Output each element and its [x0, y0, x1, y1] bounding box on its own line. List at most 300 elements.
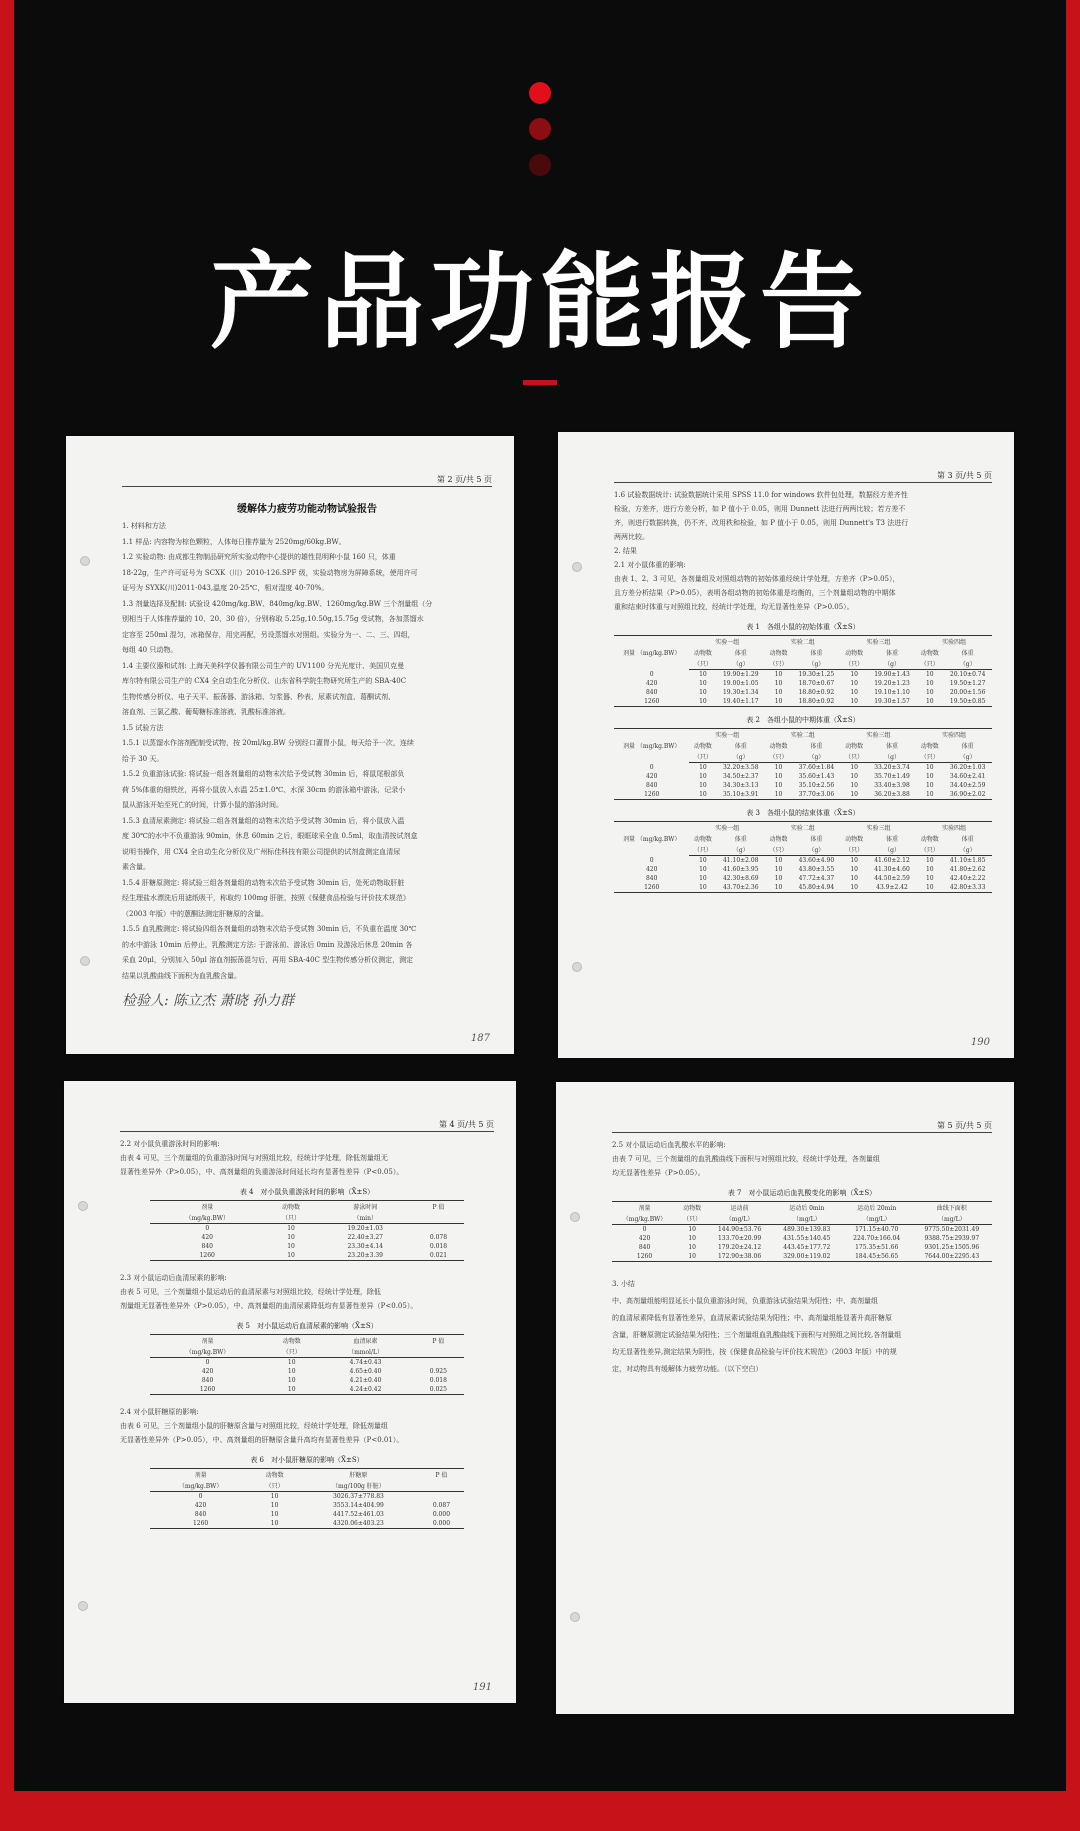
table-cell: 10 — [850, 773, 858, 780]
table-header-cell: （只） — [916, 658, 943, 670]
table-cell: 10 — [270, 1511, 279, 1518]
table-cell: 10 — [774, 857, 783, 864]
table-cell: 0.078 — [429, 1234, 448, 1241]
table-header-cell: 动物数 — [769, 743, 788, 750]
text-line: 1.1 样品: 内容物为棕色颗粒，人体每日推荐量为 2520mg/60kg.BW。 — [122, 537, 346, 546]
text-line: 的血清尿素降低有显著性差异，血清尿素试验结果为阳性；中、高剂量组能显著升高肝糖原 — [612, 1314, 892, 1322]
text-line: 2.4 对小鼠肝糖原的影响: — [120, 1408, 199, 1416]
table-cell: 840 — [201, 1243, 213, 1250]
table-cell: 33.20±3.74 — [874, 764, 910, 771]
table-cell: 9301.25±1505.96 — [924, 1244, 980, 1251]
table-cell: 37.70±3.06 — [792, 790, 841, 800]
table-cell: 41.10±2.08 — [722, 857, 759, 864]
report-text — [612, 1138, 992, 1180]
table-cell: 10 — [850, 857, 858, 864]
table-cell: 4.21±0.40 — [349, 1377, 382, 1384]
table-header-cell: 实验四组 — [916, 822, 992, 834]
table-cell: 10 — [699, 671, 707, 678]
table-header-cell: 剂量 — [150, 1469, 251, 1481]
table-row — [150, 1501, 464, 1510]
table-header-cell: （g） — [868, 844, 917, 856]
table-row — [612, 1252, 992, 1262]
lactate-table — [612, 1188, 992, 1262]
table-cell: 10 — [265, 1251, 318, 1261]
table-cell: 443.45±177.72 — [783, 1244, 831, 1251]
table-cell: 10 — [925, 689, 934, 696]
text-line: 度 30℃的水中不负重游泳 90min，休息 60min 之后，眼眶球采全血 0.5ml，取血清按试剂盒 — [122, 832, 418, 840]
section-table — [120, 1455, 494, 1529]
table-cell: 420 — [194, 1502, 207, 1509]
text-line: 鼠从游泳开始至死亡的时间，计算小鼠的游泳时间。 — [122, 801, 283, 809]
text-line: 2.5 对小鼠运动后血乳酸水平的影响: — [612, 1141, 726, 1149]
table-header-cell: 实验一组 — [689, 822, 765, 834]
table-header-cell: （只） — [916, 751, 943, 763]
table-cell: 1260 — [614, 697, 689, 707]
text-line: 中、高剂量组能明显延长小鼠负重游泳时间，负重游泳试验结果为阳性；中、高剂量组 — [612, 1297, 878, 1305]
table-header-cell: P 值 — [419, 1469, 464, 1481]
text-line: 1.6 试验数据统计: 试验数据统计采用 SPSS 11.0 for windows 软件包处理，数据经方差齐性 — [614, 491, 908, 499]
report-text — [614, 488, 992, 614]
table-header-cell: 动物数 — [845, 743, 864, 750]
table-row — [614, 763, 992, 773]
table-cell: 41.10±1.85 — [949, 857, 986, 864]
table-cell: 35.60±1.43 — [798, 773, 835, 780]
table-cell: 10 — [774, 875, 783, 882]
table-caption: 表 2 各组小鼠的中期体重（X̄±S） — [746, 716, 860, 724]
text-line: 1.3 剂量选择及配制: 试验设 420mg/kg.BW、840mg/kg.BW、1260mg/kg.BW 三个剂量组（分 — [122, 599, 433, 608]
table-cell: 329.00±119.02 — [772, 1252, 842, 1262]
table-cell: 0.018 — [429, 1243, 448, 1250]
text-line: 采血 20μl，分别加入 50μl 溶血剂振荡混匀后，再用 SBA-40C 型生物传感分析仪测定，测定 — [122, 956, 414, 964]
table-cell: 10 — [699, 680, 707, 687]
table-cell: 224.70±166.04 — [853, 1235, 901, 1242]
table-header-cell: （g） — [716, 658, 765, 670]
table-cell: 3553.14±404.99 — [333, 1502, 384, 1509]
table-header-cell: 实验一组 — [689, 636, 765, 648]
dot-1 — [529, 82, 551, 104]
table-cell: 36.20±3.88 — [868, 790, 917, 800]
table-header-cell: 运动后 0min — [772, 1202, 842, 1214]
table-cell: 10 — [699, 857, 707, 864]
frame-bottom — [0, 1791, 1080, 1831]
table-header-cell: 体重 — [734, 650, 747, 657]
table-header-cell — [413, 1212, 464, 1224]
table-header-cell: 动物数 — [693, 743, 712, 750]
text-line: 由表 7 可见，三个剂量组的血乳酸曲线下面积与对照组比较，经统计学处理，各剂量组 — [612, 1155, 880, 1163]
table-header-cell: P 值 — [413, 1201, 464, 1213]
table-cell: 1260 — [614, 883, 689, 893]
table-cell: 0 — [649, 856, 654, 864]
table-header-cell: （只） — [765, 844, 792, 856]
table-cell: 23.20±3.39 — [318, 1251, 413, 1261]
table-header-cell: 动物数 — [845, 836, 864, 843]
data-table — [612, 1201, 992, 1262]
text-line: 定容至 250ml 混匀，冰箱保存，用完再配，另设蒸馏水对照组。实验分为一、二、三、四组， — [122, 630, 415, 639]
text-line: 素含量。 — [122, 863, 150, 871]
table-row — [614, 688, 992, 697]
table-header-cell: （mmol/L） — [318, 1346, 412, 1358]
table-cell: 4.74±0.43 — [349, 1359, 382, 1366]
table-cell: 4.65±0.40 — [349, 1368, 382, 1375]
table-cell: 10 — [765, 697, 792, 707]
table-header-cell: （只） — [251, 1480, 298, 1492]
table-cell: 10 — [850, 680, 858, 687]
table-header-cell: （只） — [265, 1212, 318, 1224]
table-header-cell: （g） — [943, 658, 992, 670]
table-cell: 19.10±1.10 — [874, 689, 910, 696]
table-header-cell: 剂量 （mg/kg.BW） — [614, 636, 689, 670]
punch-hole — [78, 1601, 88, 1611]
header-rule — [612, 1132, 992, 1133]
table-row — [614, 874, 992, 883]
table-cell: 10 — [925, 680, 934, 687]
table-cell: 184.45±56.65 — [842, 1252, 912, 1262]
table-cell: 144.90±53.76 — [717, 1226, 762, 1233]
table-header-cell: 体重 — [885, 836, 898, 843]
table-row — [614, 856, 992, 866]
table-header-cell: 体重 — [734, 836, 747, 843]
table-header-cell: （g） — [792, 751, 841, 763]
text-line: 由表 4 可见，三个剂量组的负重游泳时间与对照组比较，经统计学处理，除低剂量组无 — [120, 1154, 388, 1162]
table-row — [150, 1367, 464, 1376]
table-cell: 10 — [774, 764, 783, 771]
table-header-cell: （mg/100g 肝脏） — [298, 1480, 419, 1492]
table-cell: 37.60±1.84 — [798, 764, 835, 771]
text-line: 1.4 主要仪器和试剂: 上海天美科学仪器有限公司生产的 UV1100 分光光度计、美国贝克曼 — [122, 661, 405, 670]
table-cell: 420 — [645, 680, 658, 687]
table-header-cell: 体重 — [961, 743, 974, 750]
table-cell: 10 — [925, 671, 934, 678]
table-header-cell: 体重 — [885, 650, 898, 657]
table-cell: 10 — [774, 866, 783, 873]
text-line: 1.5.3 血清尿素测定: 将试验二组各剂量组的动物末次给予受试物 30min 后，将小鼠放入温 — [122, 816, 405, 825]
table-cell: 36.90±2.02 — [943, 790, 992, 800]
table-cell: 10 — [850, 689, 858, 696]
table-header-cell: （mg/kg.BW） — [612, 1213, 677, 1225]
table-header-cell: 体重 — [810, 743, 823, 750]
table-cell: 10 — [287, 1225, 295, 1232]
text-line: 2. 结果 — [614, 547, 637, 555]
table-cell: 0.925 — [429, 1368, 447, 1375]
table-cell: 10 — [688, 1226, 696, 1233]
signature: 检验人: 陈立杰 萧晓 孙力群 — [122, 993, 295, 1009]
table-header-cell: 剂量 — [612, 1202, 677, 1214]
table-cell: 10 — [916, 697, 943, 707]
table-cell: 4320.06±403.23 — [298, 1519, 419, 1529]
table-cell: 10 — [925, 866, 934, 873]
table-cell: 1260 — [150, 1519, 251, 1529]
text-line: 的水中游泳 10min 后停止，乳酸测定方法: 于游泳前、游泳后 0min 及游泳后休息 20min 各 — [122, 940, 413, 949]
table-cell: 133.70±20.99 — [717, 1235, 762, 1242]
punch-hole — [572, 962, 582, 972]
page-number: 187 — [470, 1033, 490, 1044]
table-header-cell: （只） — [765, 658, 792, 670]
punch-hole — [572, 562, 582, 572]
table-caption: 表 6 对小鼠肝糖原的影响（X̄±S） — [250, 1456, 364, 1464]
table-header-cell: 体重 — [961, 650, 974, 657]
table-header-cell: （只） — [265, 1346, 318, 1358]
table-cell: 20.00±1.56 — [949, 689, 986, 696]
table-header-cell: 运动前 — [707, 1202, 772, 1214]
table-cell: 18.70±0.67 — [798, 680, 835, 687]
table-header-cell: P 值 — [413, 1335, 464, 1347]
table-header-cell: 剂量 （mg/kg.BW） — [614, 729, 689, 763]
text-line: 2.3 对小鼠运动后血清尿素的影响: — [120, 1274, 227, 1282]
table-cell: 489.30±139.83 — [783, 1226, 831, 1233]
table-cell: 1260 — [614, 790, 689, 800]
table-caption: 表 7 对小鼠运动后血乳酸变化的影响（X̄±S） — [727, 1189, 877, 1197]
table-cell: 22.40±3.27 — [347, 1234, 384, 1241]
text-line: 生物传感分析仪、电子天平、振荡器、游泳箱、匀浆器、秒表、尿素试剂盒、葛酮试剂、 — [122, 692, 395, 701]
table-cell: 0 — [642, 1226, 647, 1233]
title-underline — [523, 380, 557, 385]
page-number: 190 — [970, 1037, 990, 1048]
table-cell: 10 — [765, 790, 792, 800]
table-cell: 43.9±2.42 — [868, 883, 917, 893]
table-header-cell: 实验三组 — [841, 636, 917, 648]
table-cell: 34.40±2.59 — [949, 782, 986, 789]
text-line: 证号为 SYXK(川)2011-043,温度 20-25℃，相对湿度 40-70%。 — [122, 584, 329, 592]
table-cell: 35.10±2.56 — [798, 782, 835, 789]
punch-hole — [78, 1201, 88, 1211]
table-header-cell: 体重 — [885, 743, 898, 750]
table-header-cell: 动物数 — [693, 836, 712, 843]
table-cell: 35.10±3.91 — [716, 790, 765, 800]
table-cell: 19.40±1.17 — [716, 697, 765, 707]
table-header-cell: （mg/L） — [842, 1213, 912, 1225]
data-table — [150, 1468, 464, 1529]
table-caption: 表 4 对小鼠负重游泳时间的影响（X̄±S） — [239, 1188, 375, 1196]
table-cell: 1260 — [612, 1252, 677, 1262]
table-row — [150, 1233, 464, 1242]
table-header-cell: （g） — [943, 751, 992, 763]
table-header-cell: 曲线下面积 — [912, 1202, 992, 1214]
table-cell: 10 — [916, 883, 943, 893]
table-header-cell — [419, 1480, 464, 1492]
table-cell: 10 — [774, 782, 783, 789]
table-cell: 10 — [925, 773, 934, 780]
table-header-cell: 动物数 — [265, 1335, 318, 1347]
table-caption: 表 1 各组小鼠的初始体重（X̄±S） — [746, 623, 860, 631]
table-cell: 19.30±1.57 — [868, 697, 917, 707]
table-cell: 19.20±1.03 — [347, 1225, 384, 1232]
table-header-cell: 动物数 — [265, 1201, 318, 1213]
table-header-cell: （只） — [841, 844, 868, 856]
dot-2 — [529, 118, 551, 140]
table-cell: 840 — [201, 1377, 214, 1384]
data-table — [150, 1334, 464, 1395]
table-cell: 179.20±24.12 — [717, 1244, 762, 1251]
table-cell: 171.15±40.70 — [855, 1226, 899, 1233]
summary-text — [612, 1276, 992, 1378]
table-header-cell: 实验四组 — [916, 729, 992, 741]
table-cell: 10 — [765, 883, 792, 893]
text-line: 库尔特有限公司生产的 CX4 全自动生化分析仪、山东省科学院生物研究所生产的 SBA-40C — [122, 677, 407, 685]
table-cell: 20.10±0.74 — [949, 671, 986, 678]
table-cell: 4417.52±461.03 — [333, 1511, 384, 1518]
table-cell: 431.55±140.45 — [783, 1235, 831, 1242]
table-header-cell: （g） — [868, 751, 917, 763]
table-cell: 0.018 — [429, 1377, 447, 1384]
table-cell: 10 — [850, 866, 858, 873]
report-section — [120, 1271, 494, 1395]
table-cell: 3026.37±778.83 — [333, 1493, 384, 1500]
table-header-cell: （mg/kg.BW） — [150, 1346, 265, 1358]
table-row — [612, 1225, 992, 1235]
table-header-cell: 运动后 20min — [842, 1202, 912, 1214]
punch-hole — [80, 556, 90, 566]
table-header-cell: 体重 — [810, 650, 823, 657]
table-cell: 10 — [287, 1234, 295, 1241]
table-cell: 41.80±2.62 — [949, 866, 986, 873]
text-line: 1.2 实验动物: 由成都生物制品研究所实验动物中心提供的雄性昆明种小鼠 160 只，体重 — [122, 553, 396, 561]
table-cell: 19.00±1.05 — [722, 680, 759, 687]
text-line: 2.2 对小鼠负重游泳时间的影响: — [120, 1140, 220, 1148]
table-cell: 9388.75±2939.97 — [924, 1235, 980, 1242]
table-cell: 0.087 — [432, 1502, 451, 1509]
table-cell: 42.30±8.69 — [722, 875, 759, 882]
table-cell: 7644.00±2295.43 — [912, 1252, 992, 1262]
report-page-3 — [64, 1081, 516, 1703]
table-row — [150, 1358, 464, 1368]
table-cell: 0 — [205, 1225, 210, 1232]
text-line: 别相当于人体推荐量的 10、20、30 倍），分别称取 5.25g,10.50g,15.75g 受试物，各加蒸馏水 — [122, 615, 424, 623]
table-cell: 0.000 — [419, 1519, 464, 1529]
table-cell: 0 — [205, 1359, 210, 1366]
table-cell: 19.90±1.43 — [874, 671, 910, 678]
table-cell: 420 — [645, 866, 658, 873]
text-line: 1.5 试验方法 — [122, 723, 164, 732]
table-cell: 840 — [645, 782, 658, 789]
table-cell: 34.50±2.37 — [722, 773, 759, 780]
table-cell: 36.20±1.03 — [949, 764, 986, 771]
table-header-cell: （min） — [318, 1212, 413, 1224]
table-header-cell: 动物数 — [769, 836, 788, 843]
table-cell: 4.24±0.42 — [318, 1385, 412, 1395]
table-header-cell: （mg/L） — [912, 1213, 992, 1225]
page-header: 第 3 页/共 5 页 — [936, 471, 992, 480]
table-cell: 10 — [699, 689, 707, 696]
table-cell: 840 — [645, 689, 658, 696]
table-header-cell: 动物数 — [769, 650, 788, 657]
table-header-cell: （mg/kg.BW） — [150, 1212, 265, 1224]
page-header: 第 5 页/共 5 页 — [936, 1121, 992, 1130]
table-header-cell: （只） — [841, 751, 868, 763]
table-cell: 10 — [699, 782, 707, 789]
table-header-cell: （只） — [689, 658, 716, 670]
table-header-cell: 游泳时间 — [318, 1201, 413, 1213]
page-number: 191 — [472, 1682, 492, 1693]
table-cell: 10 — [287, 1368, 296, 1375]
table-cell: 1260 — [150, 1385, 265, 1395]
table-cell: 10 — [265, 1385, 318, 1395]
text-line: 2.1 对小鼠体重的影响: — [614, 561, 686, 569]
table-cell: 19.90±1.29 — [722, 671, 759, 678]
table-row — [614, 781, 992, 790]
table-cell: 18.80±0.92 — [798, 689, 835, 696]
table-header-cell: 体重 — [734, 743, 747, 750]
text-line: 由表 1、2、3 可见，各剂量组及对照组动物的初始体重经统计学处理，方差齐（P>0.05）， — [614, 575, 900, 583]
table-header-cell: （g） — [716, 751, 765, 763]
text-line: 1.5.4 肝糖原测定: 将试验三组各剂量组的动物末次给予受试物 30min 后，处死动物取肝脏 — [122, 878, 405, 887]
table-row — [614, 679, 992, 688]
table-row — [614, 790, 992, 800]
table-cell: 10 — [699, 764, 707, 771]
text-line: 剂量组无显著性差异外（P>0.05），中、高剂量组的血清尿素降低均有显著性差异（P<0.05）。 — [120, 1302, 418, 1310]
table-cell: 10 — [677, 1252, 707, 1262]
text-line: 且方差分析结果（P>0.05），表明各组动物的初始体重是均衡的，三个剂量组动物的中期体 — [614, 589, 896, 597]
table-row — [614, 670, 992, 680]
table-header-cell: 动物数 — [845, 650, 864, 657]
text-line: 显著性差异外（P>0.05），中、高剂量组的负重游泳时间延长均有显著性差异（P<0.05）。 — [120, 1168, 404, 1176]
table-header-cell: 体重 — [810, 836, 823, 843]
punch-hole — [570, 1612, 580, 1622]
table-cell: 0.000 — [432, 1511, 451, 1518]
table-cell: 10 — [774, 671, 783, 678]
table-cell: 43.70±2.36 — [716, 883, 765, 893]
text-line: 1. 材料和方法 — [122, 522, 166, 530]
table-cell: 34.60±2.41 — [949, 773, 986, 780]
punch-hole — [80, 956, 90, 966]
table-row — [614, 697, 992, 707]
text-line: 荷 5%体重的细铁丝，再将小鼠放入水温 25±1.0℃、水深 30cm 的游泳箱中游泳，记录小 — [122, 785, 406, 794]
report-page-1 — [66, 436, 514, 1054]
table-cell: 19.30±1.25 — [798, 671, 835, 678]
dot-3 — [529, 154, 551, 176]
table-header-cell: 剂量 （mg/kg.BW） — [614, 822, 689, 856]
table-cell: 10 — [689, 883, 716, 893]
table-cell: 10 — [850, 764, 858, 771]
table-header-cell: （只） — [765, 751, 792, 763]
table-cell: 43.60±4.90 — [798, 857, 835, 864]
text-line: 18-22g，生产许可证号为 SCXK（川）2010-126.SPF 级，实验动物房为屏障系统，使用许可 — [122, 568, 418, 577]
table-header-cell: 实验三组 — [841, 729, 917, 741]
text-line: 由表 5 可见，三个剂量组小鼠运动后的血清尿素与对照组比较，经统计学处理，除低 — [120, 1288, 381, 1296]
table-cell: 10 — [270, 1493, 279, 1500]
report-page-4 — [556, 1082, 1014, 1714]
text-line: 齐，则进行数据转换，仍不齐，改用秩和检验，如 P 值小于 0.05，则用 Dunnett's T3 法进行 — [614, 519, 909, 527]
table-header-cell: 体重 — [961, 836, 974, 843]
table-header-cell: 实验三组 — [841, 822, 917, 834]
text-line: 1.5.5 血乳酸测定: 将试验四组各剂量组的动物末次给予受试物 30min 后，不负重在温度 30℃ — [122, 925, 417, 933]
table-header-cell: 动物数 — [920, 650, 939, 657]
table-cell: 840 — [638, 1244, 651, 1251]
table-cell: 10 — [270, 1502, 279, 1509]
table-cell: 42.40±2.22 — [949, 875, 986, 882]
text-line: 均无显著性差异（P>0.05）。 — [612, 1169, 705, 1177]
table-cell: 10 — [774, 773, 783, 780]
table-row — [150, 1242, 464, 1251]
table-cell: 19.50±0.85 — [943, 697, 992, 707]
table-cell: 41.60±2.12 — [874, 857, 910, 864]
table-cell: 43.80±3.55 — [798, 866, 835, 873]
table-cell: 10 — [688, 1244, 696, 1251]
decor-dots — [529, 82, 551, 190]
text-line: 1.5.1 以蒸馏水作溶剂配制受试物，按 20ml/kg.BW 分别经口灌胃小鼠，每天给予一次，连续 — [122, 739, 414, 747]
table-cell: 840 — [645, 875, 658, 882]
table-caption: 表 3 各组小鼠的结束体重（X̄±S） — [746, 809, 860, 817]
table-header-cell: （只） — [916, 844, 943, 856]
punch-hole — [570, 1212, 580, 1222]
table-cell: 0 — [649, 763, 654, 771]
table-cell: 10 — [925, 782, 934, 789]
table-header-cell: 动物数 — [693, 650, 712, 657]
table-header-cell: 动物数 — [920, 836, 939, 843]
table-cell: 10 — [850, 875, 858, 882]
table-cell: 47.72±4.37 — [798, 875, 835, 882]
table-cell: 32.20±3.58 — [722, 764, 759, 771]
table-cell: 35.70±1.49 — [874, 773, 910, 780]
